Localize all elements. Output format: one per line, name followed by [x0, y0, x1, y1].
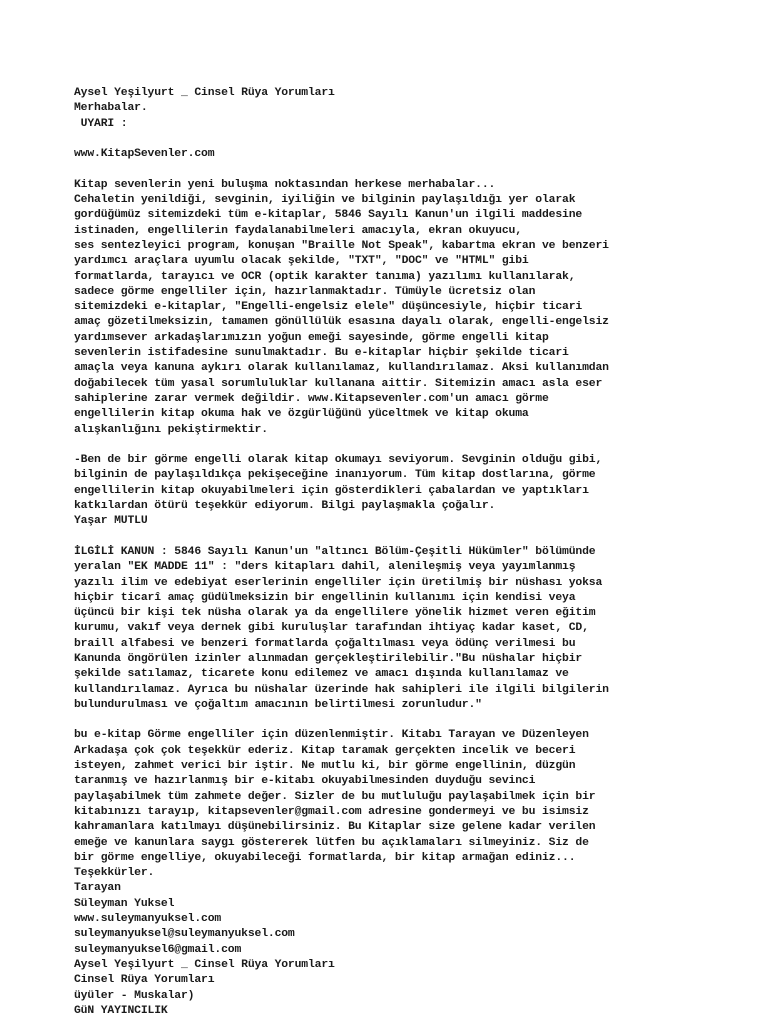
text-line: alışkanlığını pekiştirmektir. — [74, 423, 268, 436]
document-page — [74, 86, 724, 1019]
spacer — [74, 438, 724, 453]
text-line: kahramanlara katılmayı düşünebilirsiniz. Bu Kitaplar size gelene kadar verilen — [74, 821, 596, 834]
document-title: Aysel Yeşilyurt _ Cinsel Rüya Yorumları — [74, 87, 335, 99]
law-paragraph — [74, 545, 724, 713]
spacer — [74, 162, 724, 177]
text-line: GüN YAYINCILIK — [74, 1004, 168, 1017]
text-line: suleymanyuksel6@gmail.com — [74, 943, 242, 956]
text-line: Tarayan — [74, 882, 121, 895]
text-line: kurumu, vakıf veya dernek gibi kuruluşlar tarafından ihtiyaç kadar kaset, CD, — [74, 622, 589, 635]
text-line: paylaşabilmek tüm zahmete değer. Sizler de bu mutluluğu paylaşabilmek için bir — [74, 790, 596, 803]
text-line: katkılardan ötürü teşekkür ediyorum. Bilgi paylaşmakla çoğalır. — [74, 500, 496, 513]
text-line: Kanunda öngörülen izinler alınmadan gerçekleştirilebilir."Bu nüshalar hiçbir — [74, 652, 583, 665]
text-line: Cinsel Rüya Yorumları — [74, 974, 215, 987]
text-line: yardımcı araçlara uyumlu olacak şekilde, "TXT", "DOC" ve "HTML" gibi — [74, 255, 529, 268]
text-line: braill alfabesi ve benzeri formatlarda çoğaltılması veya ödünç verilmesi bu — [74, 637, 576, 650]
text-line: Kitap sevenlerin yeni buluşma noktasından herkese merhabalar... — [74, 178, 496, 191]
text-line: yazılı ilim ve edebiyat eserlerinin engelliler için üretilmiş bir nüshası yoksa — [74, 576, 603, 589]
text-line: bir görme engelliye, okuyabileceği formatlarda, bir kitap armağan ediniz... — [74, 851, 576, 864]
site-url: www.KitapSevenler.com — [74, 148, 215, 161]
text-line: Cehaletin yenildiği, sevginin, iyiliğin ve bilginin paylaşıldığı yer olarak — [74, 194, 576, 207]
closing-paragraph — [74, 728, 724, 1019]
header-section — [74, 86, 724, 132]
text-line: doğabilecek tüm yasal sorumluluklar kullanana aittir. Sitemizin amacı asla eser — [74, 377, 603, 390]
text-line: formatlarda, tarayıcı ve OCR (optik karakter tanıma) yazılımı kullanılarak, — [74, 270, 576, 283]
text-line: suleymanyuksel@suleymanyuksel.com — [74, 928, 295, 941]
text-line: kitabınızı tarayıp, kitapsevenler@gmail.com adresine gondermeyi ve bu isimsiz — [74, 805, 589, 818]
text-line: yeralan "EK MADDE 11" : "ders kitapları dahil, alenileşmiş veya yayımlanmış — [74, 561, 576, 574]
spacer — [74, 530, 724, 545]
text-line: üyüler - Muskalar) — [74, 989, 195, 1002]
text-line: Teşekkürler. — [74, 867, 155, 880]
text-line: engellilerin kitap okuma hak ve özgürlüğünü yüceltmek ve kitap okuma — [74, 408, 529, 421]
text-line: şekilde satılamaz, ticarete konu edilemez ve amacı dışında kullanılamaz ve — [74, 668, 569, 681]
text-line: -Ben de bir görme engelli olarak kitap okumayı seviyorum. Sevginin olduğu gibi, — [74, 454, 603, 467]
text-line: www.suleymanyuksel.com — [74, 913, 222, 926]
spacer — [74, 132, 724, 147]
text-line: Arkadaşa çok çok teşekkür ederiz. Kitap taramak gerçekten incelik ve beceri — [74, 744, 576, 757]
greeting-line: Merhabalar. — [74, 102, 148, 115]
spacer — [74, 713, 724, 728]
text-line: sitemizdeki e-kitaplar, "Engelli-engelsiz elele" düşüncesiyle, hiçbir ticari — [74, 301, 583, 314]
text-line: bu e-kitap Görme engelliler için düzenlenmiştir. Kitabı Tarayan ve Düzenleyen — [74, 729, 589, 742]
quote-paragraph — [74, 453, 724, 529]
text-line: taranmış ve hazırlanmış bir e-kitabı okuyabilmesinden duyduğu sevinci — [74, 775, 536, 788]
text-line: ses sentezleyici program, konuşan "Braille Not Speak", kabartma ekran ve benzeri — [74, 239, 609, 252]
text-line: bulundurulması ve çoğaltım amacının belirtilmesi zorunludur." — [74, 698, 482, 711]
text-line: gordüğümüz sitemizdeki tüm e-kitaplar, 5846 Sayılı Kanun'un ilgili maddesine — [74, 209, 583, 222]
text-line: emeğe ve kanunlara saygı göstererek lütfen bu açıklamaları silmeyiniz. Siz de — [74, 836, 589, 849]
text-line: istinaden, engellilerin faydalanabilmeleri amacıyla, ekran okuyucu, — [74, 224, 522, 237]
text-line: Aysel Yeşilyurt _ Cinsel Rüya Yorumları — [74, 958, 335, 971]
text-line: bilginin de paylaşıldıkça pekişeceğine inanıyorum. Tüm kitap dostlarına, görme — [74, 469, 596, 482]
text-line: sevenlerin istifadesine sunulmaktadır. Bu e-kitaplar hiçbir şekilde ticari — [74, 347, 569, 360]
text-line: Yaşar MUTLU — [74, 515, 148, 528]
intro-paragraph — [74, 178, 724, 438]
text-line: Süleyman Yuksel — [74, 897, 175, 910]
text-line: üçüncü bir kişi tek nüsha olarak ya da engellilere yönelik hizmet veren eğitim — [74, 607, 596, 620]
text-line: İLGİLİ KANUN : 5846 Sayılı Kanun'un "altıncı Bölüm-Çeşitli Hükümler" bölümünde — [74, 545, 596, 558]
text-line: yardımsever arkadaşlarımızın yoğun emeği sayesinde, görme engelli kitap — [74, 331, 549, 344]
text-line: engellilerin kitap okuyabilmeleri için gösterdikleri çabalardan ve yaptıkları — [74, 484, 589, 497]
text-line: amaçla veya kanuna aykırı olarak kullanılamaz, kullandırılamaz. Aksi kullanımdan — [74, 362, 609, 375]
text-line: kullandırılamaz. Ayrıca bu nüshalar üzerinde hak sahipleri ile ilgili bilgilerin — [74, 683, 609, 696]
warning-label: UYARI : — [74, 117, 128, 130]
text-line: sadece görme engelliler için, hazırlanmaktadır. Tümüyle ücretsiz olan — [74, 285, 536, 298]
text-line: sahiplerine zarar vermek değildir. www.Kitapsevenler.com'un amacı görme — [74, 392, 549, 405]
text-line: hiçbir ticarî amaç güdülmeksizin bir engellinin kullanımı için kendisi veya — [74, 591, 576, 604]
text-line: amaç gözetilmeksizin, tamamen gönüllülük esasına dayalı olarak, engelli-engelsiz — [74, 316, 609, 329]
text-line: isteyen, zahmet verici bir iştir. Ne mutlu ki, bir görme engellinin, düzgün — [74, 760, 576, 773]
